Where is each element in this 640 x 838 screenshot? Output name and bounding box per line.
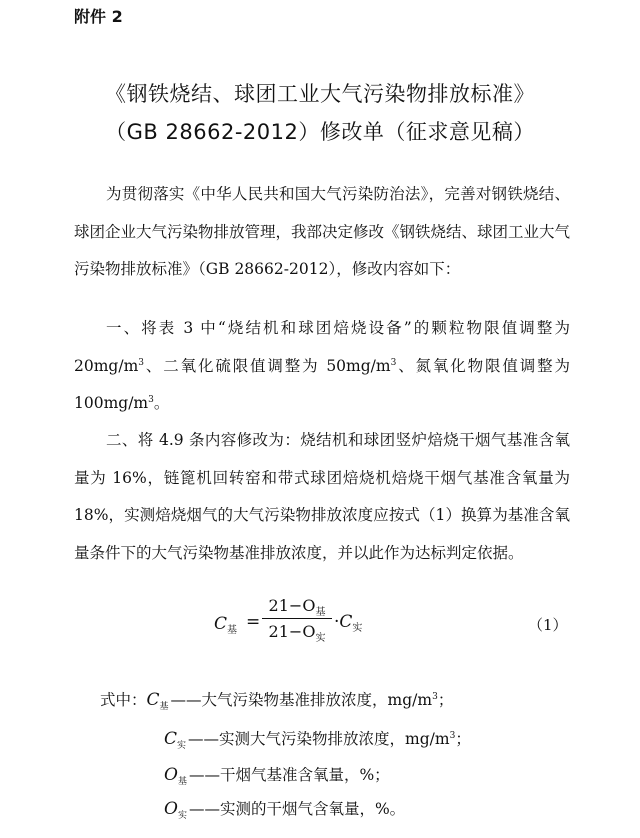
legend-line-o-measured: $O_实$ ——实测的干烟气含氧量，%。 bbox=[164, 799, 406, 821]
item1-text-b: 、二氧化硫限值调整为 50mg/m bbox=[144, 356, 391, 375]
document-title-line1: 《钢铁烧结、球团工业大气污染物排放标准》 bbox=[105, 82, 535, 106]
formula-equals: = bbox=[246, 612, 261, 632]
superscript-3: 3 bbox=[138, 357, 144, 368]
formula-lhs: $C_基$ bbox=[214, 614, 238, 636]
formula-multiplier: $\cdot C_实$ bbox=[334, 612, 363, 634]
formula-numerator: $21-O_基$ bbox=[268, 596, 326, 618]
item1-text-a: 一、将表 3 中“烧结机和球团焙烧设备”的颗粒物限值调整为 20mg/m bbox=[74, 319, 570, 375]
document-title-line2: （GB 28662-2012）修改单（征求意见稿） bbox=[105, 120, 535, 144]
superscript-3: 3 bbox=[390, 357, 397, 368]
formula-number: （1） bbox=[528, 616, 568, 634]
item1-text-d: 。 bbox=[153, 394, 170, 412]
legend-line-c-base: 式中：$C_基$ ——大气污染物基准排放浓度，$mg/m^3$； bbox=[100, 690, 454, 712]
amendment-item-1 bbox=[74, 310, 570, 423]
formula-fraction-bar bbox=[262, 618, 332, 619]
legend-line-c-measured: $C_实$ ——实测大气污染物排放浓度，$mg/m^3$； bbox=[164, 729, 471, 751]
attachment-label: 附件 2 bbox=[74, 7, 123, 26]
legend-line-o-base: $O_基$ ——干烟气基准含氧量，%； bbox=[164, 765, 390, 787]
formula-denominator: $21-O_实$ bbox=[268, 622, 326, 644]
intro-paragraph: 为贯彻落实《中华人民共和国大气污染防治法》，完善对钢铁烧结、球团企业大气污染物排放管理，我部决定修改《钢铁烧结、球团工业大气污染物排放标准》（GB 28662-2012），修改内容如下： bbox=[74, 185, 571, 278]
amendment-item-2: 二、将 4.9 条内容修改为：烧结机和球团竖炉焙烧干烟气基准含氧量为 16%，链篦机回转窑和带式球团焙烧机焙烧干烟气基准含氧量为 18%，实测焙烧烟气的大气污染物排放浓度应按式（1）换算为基准含氧量条件下的大气污染物基准排放浓度，并以此作为达标判定依据。 bbox=[74, 431, 570, 562]
formula-sub-base: 基 bbox=[227, 625, 238, 636]
conversion-formula bbox=[0, 596, 640, 656]
superscript-3: 3 bbox=[148, 395, 154, 405]
item1-text-c: 、氮氧化物限值调整为 100mg/m bbox=[74, 356, 570, 412]
